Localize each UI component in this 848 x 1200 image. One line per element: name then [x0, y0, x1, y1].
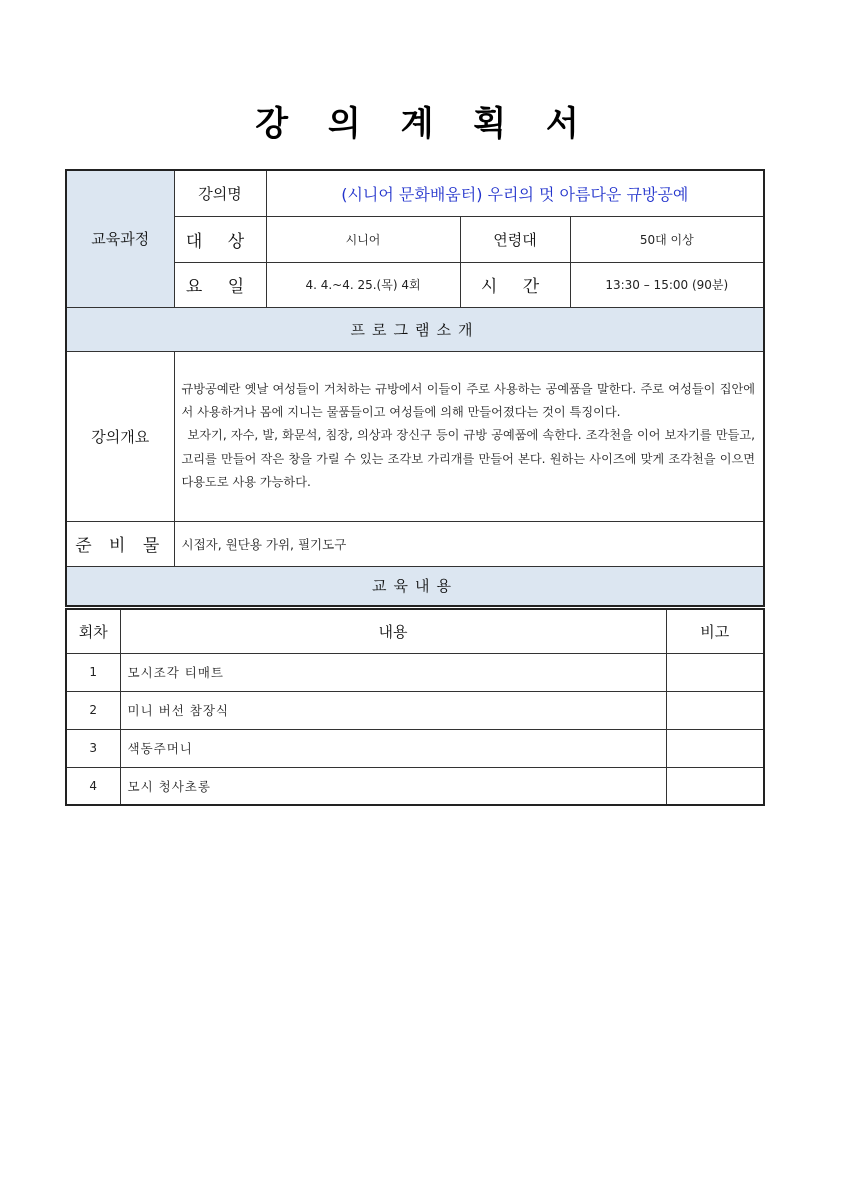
course-name-value: (시니어 문화배움터) 우리의 멋 아름다운 규방공예	[266, 170, 764, 216]
overview-paragraph-1: 규방공예란 옛날 여성들이 거처하는 규방에서 이들이 주로 사용하는 공예품을 말한다. 주로 여성들이 집안에서 사용하거나 몸에 지니는 물품들이고 여성들에 의해 만들어졌다는 것이 특징이다.	[181, 381, 756, 420]
age-value: 50대 이상	[570, 216, 764, 262]
table-row	[66, 767, 764, 805]
program-intro-heading: 프로그램소개	[66, 307, 764, 351]
session-note	[666, 691, 764, 729]
col-note-header: 비고	[666, 609, 764, 653]
session-number: 4	[66, 767, 120, 805]
overview-label: 강의개요	[66, 351, 174, 521]
col-session-header: 회차	[66, 609, 120, 653]
target-value: 시니어	[266, 216, 460, 262]
session-note	[666, 653, 764, 691]
course-info-table	[65, 169, 765, 607]
supplies-label: 준 비 물	[66, 521, 174, 566]
session-number: 3	[66, 729, 120, 767]
overview-text	[174, 351, 764, 521]
session-number: 2	[66, 691, 120, 729]
day-label: 요 일	[174, 262, 266, 307]
target-label: 대 상	[174, 216, 266, 262]
session-content: 모시조각 티매트	[120, 653, 666, 691]
content-table	[65, 608, 765, 806]
overview-paragraph-2: 보자기, 자수, 발, 화문석, 침장, 의상과 장신구 등이 규방 공예품에 속한다. 조각천을 이어 보자기를 만들고, 고리를 만들어 작은 창을 가릴 수 있는 조각보 가리개를 만들어 본다. 원하는 사이즈에 맞게 조각천을 이으면 다용도로 사용 가능하다.	[181, 428, 756, 489]
table-row	[66, 691, 764, 729]
day-value: 4. 4.~4. 25.(목) 4회	[266, 262, 460, 307]
education-content-heading: 교육내용	[66, 566, 764, 606]
course-name-label: 강의명	[174, 170, 266, 216]
session-content: 모시 청사초롱	[120, 767, 666, 805]
session-content: 색동주머니	[120, 729, 666, 767]
supplies-value: 시접자, 원단용 가위, 필기도구	[174, 521, 764, 566]
session-number: 1	[66, 653, 120, 691]
page-title: 강 의 계 획 서	[255, 104, 593, 144]
course-section-label: 교육과정	[66, 170, 174, 307]
table-row	[66, 653, 764, 691]
age-label: 연령대	[460, 216, 570, 262]
time-value: 13:30 – 15:00 (90분)	[570, 262, 764, 307]
session-note	[666, 767, 764, 805]
table-row	[66, 729, 764, 767]
time-label: 시 간	[460, 262, 570, 307]
col-content-header: 내용	[120, 609, 666, 653]
session-content: 미니 버선 참장식	[120, 691, 666, 729]
session-note	[666, 729, 764, 767]
